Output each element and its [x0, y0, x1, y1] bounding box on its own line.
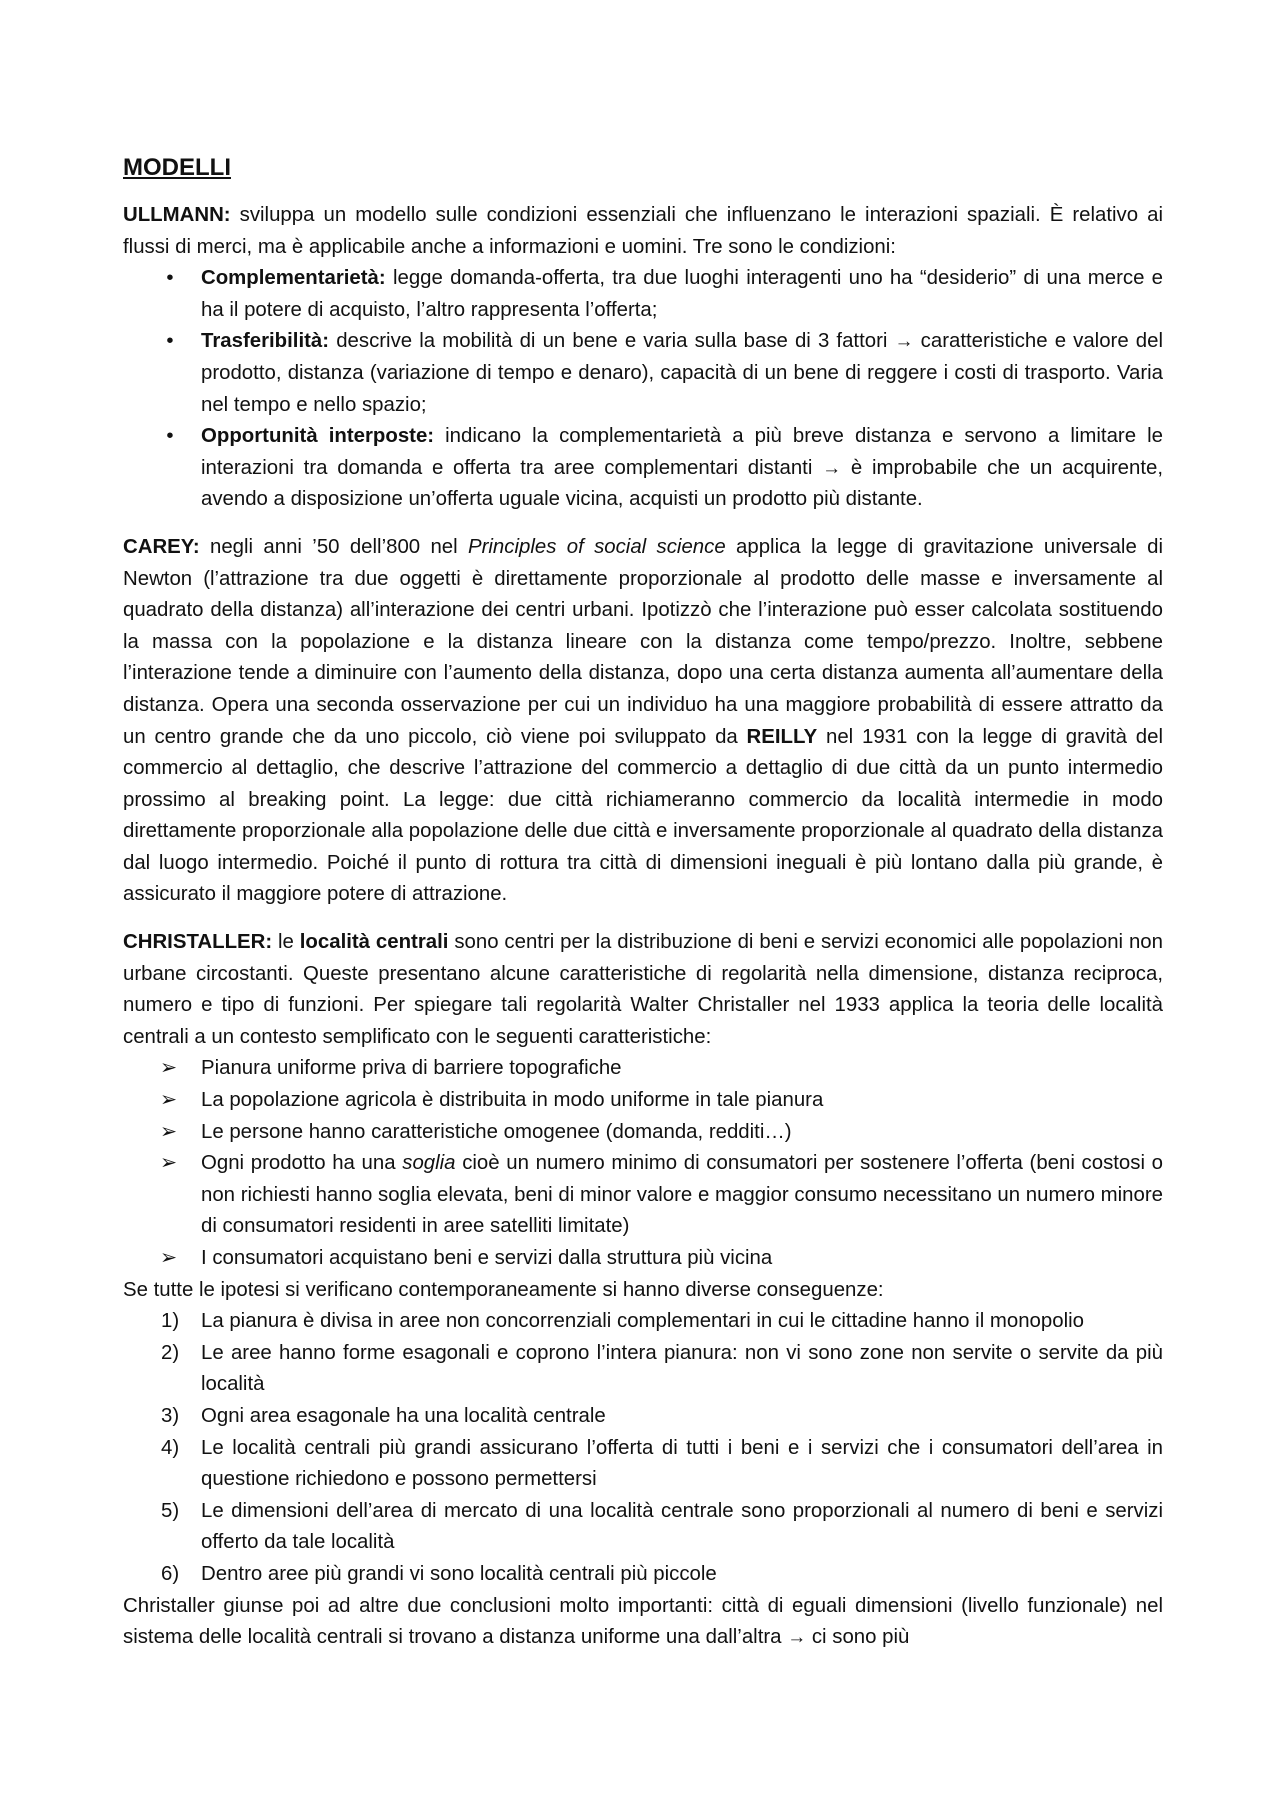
carey-text: nel 1931 con la legge di gravità del commercio al dettaglio, che descrive l’attrazione del commercio a dettaglio di due città da un punto intermedio prossimo al breaking point. La legge: due città richiameranno commercio da località intermedie in modo direttamente proporzionale alla popolazione delle due città e inversamente proporzionale al quadrato della distanza dal luogo intermedio. Poiché il punto di rottura tra città di dimensioni ineguali è più lontano dalla più grande, è assicurato il maggiore potere di attrazione.	[123, 725, 1163, 906]
page-title: MODELLI	[123, 154, 231, 181]
assumption-emphasis: soglia	[402, 1152, 456, 1175]
list-item	[123, 1243, 1163, 1275]
list-number: 1)	[161, 1310, 180, 1333]
reilly-name: REILLY	[746, 725, 818, 748]
bullet-icon: •	[166, 425, 174, 448]
assumption-text: I consumatori acquistano beni e servizi dalla struttura più vicina	[201, 1247, 773, 1269]
consequences-list	[123, 1306, 1163, 1590]
christaller-intro	[123, 927, 1163, 1053]
condition-text: è improbabile che un acquirente, avendo a disposizione un’offerta uguale vicina, acquisti un prodotto più distante.	[201, 456, 1164, 511]
chevron-arrow-icon: ➢	[160, 1057, 178, 1080]
consequence-text: Le aree hanno forme esagonali e coprono l’intera pianura: non vi sono zone non servite o servite da più località	[201, 1341, 1163, 1396]
list-number: 3)	[161, 1404, 180, 1427]
bullet-icon: •	[166, 267, 174, 290]
assumption-text: Pianura uniforme priva di barriere topografiche	[201, 1057, 622, 1080]
conclusion-text: ci sono più	[811, 1626, 910, 1649]
christaller-name: CHRISTALLER:	[123, 931, 273, 954]
carey-paragraph	[123, 532, 1163, 911]
condition-term: Opportunità interposte:	[201, 425, 435, 448]
list-item	[123, 1085, 1163, 1117]
consequence-text: Ogni area esagonale ha una località centrale	[201, 1404, 606, 1427]
list-item	[123, 1433, 1163, 1496]
chevron-arrow-icon: ➢	[160, 1120, 178, 1143]
consequence-text: La pianura è divisa in aree non concorrenziali complementari in cui le cittadine hanno il monopolio	[201, 1310, 1084, 1333]
document-page	[123, 152, 1163, 1670]
carey-text: negli anni ’50 dell’800 nel	[210, 535, 458, 558]
book-title: Principles of social science	[468, 535, 726, 558]
chevron-arrow-icon: ➢	[160, 1152, 178, 1175]
christaller-conclusion	[123, 1591, 1163, 1654]
chevron-arrow-icon: ➢	[160, 1247, 178, 1269]
christaller-term: località centrali	[299, 931, 449, 954]
arrow-right-icon: →	[894, 331, 914, 353]
chevron-arrow-icon: ➢	[160, 1089, 178, 1112]
ullmann-name: ULLMANN:	[123, 204, 231, 226]
list-number: 2)	[161, 1341, 180, 1364]
list-item	[123, 1053, 1163, 1085]
ullmann-conditions-list	[123, 263, 1163, 516]
list-item	[123, 421, 1163, 516]
conclusion-text: Christaller giunse poi ad altre due conclusioni molto importanti: città di eguali dimensioni (livello funzionale) nel sistema delle località centrali si trovano a distanza uniforme una dall’altra	[123, 1594, 1163, 1649]
condition-term: Trasferibilità:	[201, 330, 330, 353]
christaller-text: sono centri per la distribuzione di beni e servizi economici alle popolazioni non urbane circostanti. Queste presentano alcune caratteristiche di regolarità nella dimensione, distanza reciproca, numero e tipo di funzioni. Per spiegare tali regolarità Walter Christaller nel 1933 applica la teoria delle località centrali a un contesto semplificato con le seguenti caratteristiche:	[123, 931, 1163, 1048]
list-number: 5)	[161, 1499, 180, 1522]
list-item	[123, 1401, 1163, 1433]
list-number: 6)	[161, 1562, 180, 1585]
bullet-icon: •	[166, 330, 174, 353]
ullmann-intro-text: sviluppa un modello sulle condizioni essenziali che influenzano le interazioni spaziali. È relativo ai flussi di merci, ma è applicabile anche a informazioni e uomini. Tre sono le condizioni:	[123, 204, 1163, 258]
list-number: 4)	[161, 1436, 180, 1459]
condition-term: Complementarietà:	[201, 267, 386, 290]
list-item	[123, 326, 1163, 421]
section-carey	[123, 532, 1163, 911]
condition-text: indicano la complementarietà a più breve distanza e servono a limitare le interazioni tra domanda e offerta tra aree complementari distanti	[201, 425, 1163, 479]
condition-text: caratteristiche e valore del prodotto, distanza (variazione di tempo e denaro), capacità di un bene di reggere i costi di trasporto. Varia nel tempo e nello spazio;	[201, 330, 1164, 416]
list-item	[123, 263, 1163, 326]
list-item	[123, 1306, 1163, 1338]
condition-text: legge domanda-offerta, tra due luoghi interagenti uno ha “desiderio” di una merce e ha il potere di acquisto, l’altro rappresenta l’offerta;	[201, 267, 1164, 321]
consequence-text: Le dimensioni dell’area di mercato di una località centrale sono proporzionali al numero di beni e servizi offerto da tale località	[201, 1499, 1163, 1554]
list-item	[123, 1338, 1163, 1401]
section-christaller	[123, 927, 1163, 1654]
consequence-text: Dentro aree più grandi vi sono località centrali più piccole	[201, 1562, 717, 1585]
consequence-text: Le località centrali più grandi assicurano l’offerta di tutti i beni e i servizi che i consumatori dell’area in questione richiedono e possono permettersi	[201, 1436, 1163, 1491]
christaller-text: le	[278, 931, 294, 954]
list-item	[123, 1559, 1163, 1591]
assumptions-list	[123, 1053, 1163, 1274]
assumption-text: Le persone hanno caratteristiche omogenee (domanda, redditi…)	[201, 1120, 792, 1143]
consequences-intro: Se tutte le ipotesi si verificano contemporaneamente si hanno diverse conseguenze:	[123, 1278, 884, 1301]
arrow-right-icon: →	[822, 457, 842, 479]
condition-text: descrive la mobilità di un bene e varia sulla base di 3 fattori	[336, 330, 888, 353]
assumption-text: cioè un numero minimo di consumatori per sostenere l’offerta (beni costosi o non richiesti hanno soglia elevata, beni di minor valore e maggior consumo necessitano un numero minore di consumatori residenti in aree satelliti limitate)	[201, 1152, 1163, 1238]
list-item	[123, 1117, 1163, 1149]
section-ullmann	[123, 200, 1163, 516]
assumption-text: Ogni prodotto ha una	[201, 1152, 396, 1175]
arrow-right-icon: →	[787, 1627, 807, 1649]
carey-name: CAREY:	[123, 535, 200, 558]
ullmann-intro	[123, 200, 1163, 263]
list-item	[123, 1148, 1163, 1243]
carey-text: applica la legge di gravitazione universale di Newton (l’attrazione tra due oggetti è direttamente proporzionale al prodotto delle masse e inversamente al quadrato della distanza) all’interazione dei centri urbani. Ipotizzò che l’interazione può esser calcolata sostituendo la massa con la popolazione e la distanza lineare con la distanza come tempo/prezzo. Inoltre, sebbene l’interazione tende a diminuire con l’aumento della distanza, dopo una certa distanza aumenta all’aumentare della distanza. Opera una seconda osservazione per cui un individuo ha una maggiore probabilità di essere attratto da un centro grande che da uno piccolo, ciò viene poi sviluppato da	[123, 535, 1164, 748]
assumption-text: La popolazione agricola è distribuita in modo uniforme in tale pianura	[201, 1089, 824, 1112]
list-item	[123, 1496, 1163, 1559]
